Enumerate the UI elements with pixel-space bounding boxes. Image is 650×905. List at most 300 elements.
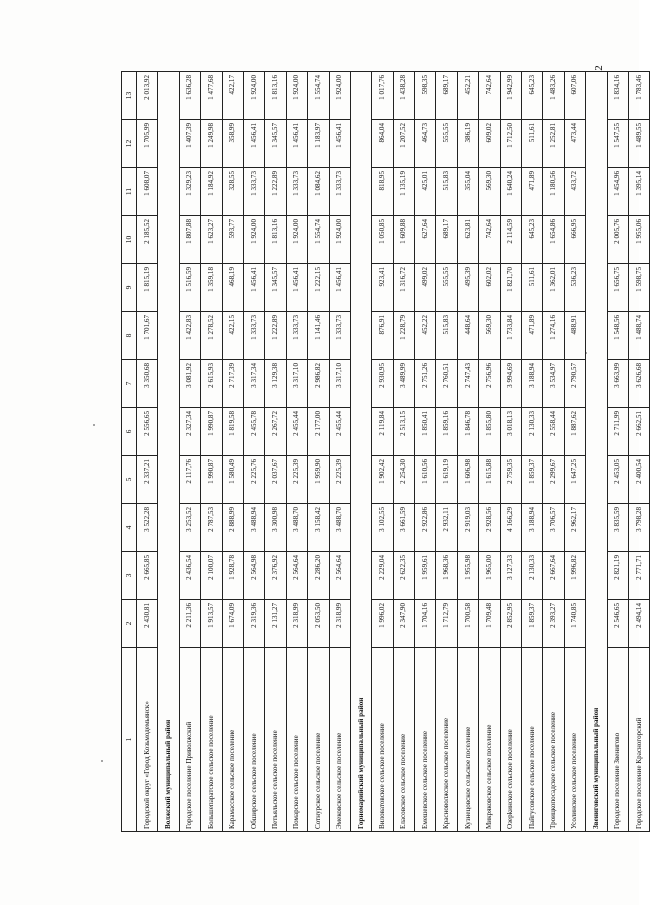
value-cell: 2 546,65 [607,600,628,648]
value-cell: 2 430,81 [137,600,158,648]
value-cell: 1 996,02 [372,600,393,648]
settlement-name: Петьяльское сельское поселение [265,648,286,832]
value-cell: 3 522,28 [137,504,158,552]
value-cell: 1 477,68 [201,72,222,120]
value-cell: 569,30 [479,312,500,360]
value-cell: 1 252,81 [543,120,564,168]
value-cell: 2 455,44 [329,408,350,456]
value-cell: 1 819,58 [222,408,243,456]
value-cell: 2 267,72 [265,408,286,456]
value-cell: 1 456,41 [243,120,264,168]
value-cell: 645,23 [522,216,543,264]
table-header-row [122,72,137,832]
value-cell: 448,64 [457,312,478,360]
value-cell: 1 990,87 [201,456,222,504]
column-header: 5 [122,456,137,504]
value-cell: 2 665,85 [137,552,158,600]
value-cell: 3 018,13 [500,408,521,456]
value-cell: 1 783,46 [628,72,649,120]
settlement-name: Городское поселение Звенигово [607,648,628,832]
value-cell: 1 674,09 [222,600,243,648]
value-cell: 1 456,41 [286,120,307,168]
value-cell: 1 924,00 [286,216,307,264]
value-cell: 2 711,99 [607,408,628,456]
value-cell: 2 558,44 [543,408,564,456]
value-cell: 666,95 [564,216,585,264]
table-row [628,72,649,832]
value-cell: 1 813,16 [265,72,286,120]
settlement-name: Емешевское сельское поселение [415,648,436,832]
value-cell: 742,64 [479,72,500,120]
value-cell: 2 513,15 [393,408,414,456]
value-cell: 1 456,41 [286,264,307,312]
value-cell: 495,39 [457,264,478,312]
value-cell: 2 130,33 [522,408,543,456]
table-row [329,72,350,832]
table-row [393,72,414,832]
value-cell: 2 318,99 [286,600,307,648]
value-cell: 1 608,07 [137,168,158,216]
section-row [350,72,371,832]
value-cell: 1 887,62 [564,408,585,456]
value-cell: 1 333,73 [286,168,307,216]
value-cell: 1 990,87 [201,408,222,456]
value-cell: 555,55 [436,120,457,168]
value-cell: 1 924,00 [243,216,264,264]
section-row [158,72,179,832]
page-number: 2 [592,65,605,71]
value-cell: 1 610,56 [415,456,436,504]
value-cell: 2 337,21 [137,456,158,504]
value-cell: 1 859,37 [522,600,543,648]
value-cell: 425,01 [415,168,436,216]
value-cell: 1 329,23 [179,168,200,216]
value-cell: 689,17 [436,72,457,120]
table-row [137,72,158,832]
value-cell: 1 222,89 [265,312,286,360]
value-cell: 1 712,50 [500,120,521,168]
value-cell: 689,17 [436,216,457,264]
value-cell: 1 647,25 [564,456,585,504]
table-row [308,72,329,832]
section-row [586,72,607,832]
value-cell: 1 955,06 [628,216,649,264]
value-cell: 2 327,34 [179,408,200,456]
value-cell: 1 959,61 [415,552,436,600]
table-row [265,72,286,832]
value-cell: 1 359,18 [201,264,222,312]
value-cell: 2 930,95 [372,360,393,408]
value-cell: 2 053,50 [308,600,329,648]
value-cell: 1 488,74 [628,312,649,360]
value-cell: 1 740,85 [564,600,585,648]
value-cell: 2 318,99 [329,600,350,648]
value-cell: 1 333,73 [329,312,350,360]
value-cell: 2 760,51 [436,360,457,408]
value-cell: 515,83 [436,168,457,216]
value-cell: 1 222,89 [265,168,286,216]
value-cell: 2 622,35 [393,552,414,600]
table-row [500,72,521,832]
value-cell: 1 395,14 [628,168,649,216]
value-cell: 3 626,68 [628,360,649,408]
value-cell: 2 177,00 [308,408,329,456]
value-cell: 2 662,51 [628,408,649,456]
value-cell: 1 712,79 [436,600,457,648]
value-cell: 2 564,98 [243,552,264,600]
value-cell: 1 580,49 [222,456,243,504]
value-cell: 1 483,26 [543,72,564,120]
column-header: 9 [122,264,137,312]
value-cell: 2 400,54 [628,456,649,504]
value-cell: 1 548,56 [607,312,628,360]
value-cell: 2 455,78 [243,408,264,456]
settlement-name: Большепаратское сельское поселение [201,648,222,832]
table-body [137,72,650,832]
settlement-name: Усолинское сельское поселение [564,648,585,832]
value-cell: 1 274,16 [543,312,564,360]
value-cell: 1 456,41 [243,264,264,312]
value-cell: 1 456,41 [329,264,350,312]
value-cell: 1 084,62 [308,168,329,216]
value-cell: 1 333,73 [243,312,264,360]
value-cell: 593,77 [222,216,243,264]
value-cell: 1 516,59 [179,264,200,312]
value-cell: 1 050,85 [372,216,393,264]
value-cell: 3 317,10 [329,360,350,408]
value-cell: 515,83 [436,312,457,360]
value-cell: 1 924,00 [329,216,350,264]
table-row [201,72,222,832]
value-cell: 1 615,88 [479,456,500,504]
value-cell: 1 606,98 [457,456,478,504]
section-title: Звениговский муниципальный район [586,72,607,832]
value-cell: 1 598,75 [628,264,649,312]
value-cell: 1 705,99 [137,120,158,168]
value-cell: 1 456,41 [329,120,350,168]
value-cell: 607,06 [564,72,585,120]
value-cell: 2 751,26 [415,360,436,408]
value-cell: 2 037,67 [265,456,286,504]
value-cell: 1 333,73 [286,312,307,360]
settlement-name: Помарское сельское поселение [286,648,307,832]
settlement-name: Виловатовское сельское поселение [372,648,393,832]
value-cell: 452,22 [415,312,436,360]
value-cell: 1 924,00 [286,72,307,120]
value-cell: 2 455,44 [286,408,307,456]
value-cell: 1 407,39 [179,120,200,168]
value-cell: 1 640,24 [500,168,521,216]
value-cell: 645,23 [522,72,543,120]
value-cell: 2 821,19 [607,552,628,600]
value-cell: 1 619,19 [436,456,457,504]
value-cell: 1 609,88 [393,216,414,264]
value-cell: 1 316,72 [393,264,414,312]
rotated-table-wrapper [121,72,643,832]
value-cell: 2 932,11 [436,504,457,552]
value-cell: 3 994,69 [500,360,521,408]
value-cell: 355,04 [457,168,478,216]
settlement-name: Городское поселение Приволжский [179,648,200,832]
value-cell: 2 717,39 [222,360,243,408]
value-cell: 923,41 [372,264,393,312]
value-cell: 1 807,88 [179,216,200,264]
value-cell: 1 942,99 [500,72,521,120]
value-cell: 2 919,03 [457,504,478,552]
settlement-name: Городское поселение Красногорский [628,648,649,832]
value-cell: 1 955,98 [457,552,478,600]
column-header: 4 [122,504,137,552]
column-header: 6 [122,408,137,456]
value-cell: 4 166,29 [500,504,521,552]
value-cell: 2 013,92 [137,72,158,120]
value-cell: 2 286,20 [308,552,329,600]
table-row [222,72,243,832]
column-header: 7 [122,360,137,408]
value-cell: 627,64 [415,216,436,264]
column-header: 8 [122,312,137,360]
value-cell: 1 489,55 [628,120,649,168]
value-cell: 2 185,52 [137,216,158,264]
value-cell: 598,35 [415,72,436,120]
column-header: 13 [122,72,137,120]
value-cell: 876,91 [372,312,393,360]
value-cell: 2 928,56 [479,504,500,552]
value-cell: 1 859,37 [522,456,543,504]
value-cell: 2 229,04 [372,552,393,600]
value-cell: 2 130,33 [522,552,543,600]
value-cell: 2 986,82 [308,360,329,408]
value-cell: 818,95 [372,168,393,216]
table-row [179,72,200,832]
value-cell: 2 225,39 [286,456,307,504]
value-cell: 471,89 [522,168,543,216]
settlement-name: Пайгусовское сельское поселение [522,648,543,832]
value-cell: 1 207,52 [393,120,414,168]
section-title: Горномарийский муниципальный район [350,72,371,832]
value-cell: 1 859,16 [436,408,457,456]
value-cell: 422,15 [222,312,243,360]
value-cell: 1 547,55 [607,120,628,168]
value-cell: 1 902,42 [372,456,393,504]
table-row [372,72,393,832]
value-cell: 2 299,67 [543,456,564,504]
settlement-name: Обширское сельское поселение [243,648,264,832]
value-cell: 536,23 [564,264,585,312]
value-cell: 1 654,86 [543,216,564,264]
value-cell: 2 100,07 [201,552,222,600]
value-cell: 2 667,64 [543,552,564,600]
value-cell: 1 850,41 [415,408,436,456]
value-cell: 1 222,15 [308,264,329,312]
value-cell: 2 615,93 [201,360,222,408]
value-cell: 1 141,46 [308,312,329,360]
value-cell: 2 962,17 [564,504,585,552]
value-cell: 1 834,16 [607,72,628,120]
value-cell: 2 888,99 [222,504,243,552]
value-cell: 1 846,78 [457,408,478,456]
value-cell: 511,61 [522,120,543,168]
settlement-name: Троицкопосадское сельское поселение [543,648,564,832]
value-cell: 3 488,70 [286,504,307,552]
value-cell: 1 454,96 [607,168,628,216]
settlement-name: Городской округ «Город Козьмодемьянск» [137,648,158,832]
value-cell: 3 661,59 [393,504,414,552]
table-row [479,72,500,832]
value-cell: 1 135,19 [393,168,414,216]
value-cell: 1 821,70 [500,264,521,312]
column-header: 12 [122,120,137,168]
value-cell: 1 928,78 [222,552,243,600]
value-cell: 468,19 [222,264,243,312]
table-row [543,72,564,832]
value-cell: 602,02 [479,264,500,312]
value-cell: 2 114,59 [500,216,521,264]
table-row [564,72,585,832]
value-cell: 3 102,55 [372,504,393,552]
value-cell: 609,02 [479,120,500,168]
value-cell: 2 790,57 [564,360,585,408]
value-cell: 2 564,64 [329,552,350,600]
settlement-name: Сотнурское сельское поселение [308,648,329,832]
value-cell: 2 756,96 [479,360,500,408]
value-cell: 2 119,84 [372,408,393,456]
value-cell: 3 488,94 [243,504,264,552]
settlement-name: Карамасское сельское поселение [222,648,243,832]
value-cell: 2 922,86 [415,504,436,552]
value-cell: 2 005,76 [607,216,628,264]
value-cell: 3 081,92 [179,360,200,408]
value-cell: 2 453,05 [607,456,628,504]
value-cell: 1 345,57 [265,120,286,168]
value-cell: 1 813,16 [265,216,286,264]
value-cell: 2 852,95 [500,600,521,648]
value-cell: 3 489,99 [393,360,414,408]
value-cell: 1 333,73 [329,168,350,216]
column-header: 10 [122,216,137,264]
value-cell: 2 771,71 [628,552,649,600]
value-cell: 499,02 [415,264,436,312]
value-cell: 1 700,58 [457,600,478,648]
value-cell: 2 787,53 [201,504,222,552]
settlement-name: Красноволжское сельское поселение [436,648,457,832]
value-cell: 3 534,97 [543,360,564,408]
value-cell: 2 225,39 [329,456,350,504]
column-header: 11 [122,168,137,216]
value-cell: 2 747,43 [457,360,478,408]
value-cell: 2 211,36 [179,600,200,648]
value-cell: 3 350,68 [137,360,158,408]
value-cell: 358,99 [222,120,243,168]
value-cell: 1 656,75 [607,264,628,312]
value-cell: 2 319,36 [243,600,264,648]
value-cell: 2 376,92 [265,552,286,600]
value-cell: 2 225,76 [243,456,264,504]
value-cell: 1 438,28 [393,72,414,120]
value-cell: 1 968,36 [436,552,457,600]
value-cell: 452,21 [457,72,478,120]
value-cell: 1 362,01 [543,264,564,312]
column-header: 3 [122,552,137,600]
settlement-name: Микряковское сельское поселение [479,648,500,832]
value-cell: 1 183,97 [308,120,329,168]
value-cell: 3 317,34 [243,360,264,408]
value-cell: 2 494,14 [628,600,649,648]
value-cell: 1 228,79 [393,312,414,360]
value-cell: 1 554,74 [308,72,329,120]
value-cell: 473,44 [564,120,585,168]
value-cell: 1 249,98 [201,120,222,168]
value-cell: 1 636,28 [179,72,200,120]
value-cell: 1 623,27 [201,216,222,264]
value-cell: 555,55 [436,264,457,312]
column-header: 1 [122,648,137,832]
value-cell: 1 180,56 [543,168,564,216]
value-cell: 3 129,38 [265,360,286,408]
value-cell: 488,91 [564,312,585,360]
table-row [436,72,457,832]
value-cell: 1 701,67 [137,312,158,360]
value-cell: 3 317,10 [286,360,307,408]
value-cell: 2 131,27 [265,600,286,648]
value-cell: 2 564,64 [286,552,307,600]
value-cell: 3 188,94 [522,360,543,408]
value-cell: 3 188,94 [522,504,543,552]
scan-speck [93,424,95,426]
value-cell: 864,04 [372,120,393,168]
value-cell: 1 924,00 [243,72,264,120]
value-cell: 1 924,00 [329,72,350,120]
value-cell: 422,17 [222,72,243,120]
value-cell: 1 184,92 [201,168,222,216]
value-cell: 1 855,80 [479,408,500,456]
value-cell: 328,55 [222,168,243,216]
value-cell: 1 278,52 [201,312,222,360]
value-cell: 386,19 [457,120,478,168]
table-row [243,72,264,832]
value-cell: 3 300,98 [265,504,286,552]
table-row [415,72,436,832]
value-cell: 3 158,42 [308,504,329,552]
value-cell: 1 996,82 [564,552,585,600]
value-cell: 3 127,33 [500,552,521,600]
settlement-name: Кузнецовское сельское поселение [457,648,478,832]
value-cell: 3 798,28 [628,504,649,552]
table-row [286,72,307,832]
table-row [457,72,478,832]
value-cell: 1 345,57 [265,264,286,312]
value-cell: 433,72 [564,168,585,216]
value-cell: 2 556,65 [137,408,158,456]
column-header: 2 [122,600,137,648]
value-cell: 2 347,90 [393,600,414,648]
tariff-table [121,71,650,832]
settlement-name: Эмековское сельское поселение [329,648,350,832]
section-title: Волжский муниципальный район [158,72,179,832]
scan-speck [101,760,103,762]
value-cell: 2 254,30 [393,456,414,504]
settlement-name: Еласовское сельское поселение [393,648,414,832]
value-cell: 3 835,59 [607,504,628,552]
value-cell: 2 117,76 [179,456,200,504]
value-cell: 1 554,74 [308,216,329,264]
value-cell: 1 965,00 [479,552,500,600]
value-cell: 1 704,16 [415,600,436,648]
value-cell: 1 959,90 [308,456,329,504]
value-cell: 2 393,27 [543,600,564,648]
value-cell: 2 759,35 [500,456,521,504]
value-cell: 3 706,57 [543,504,564,552]
